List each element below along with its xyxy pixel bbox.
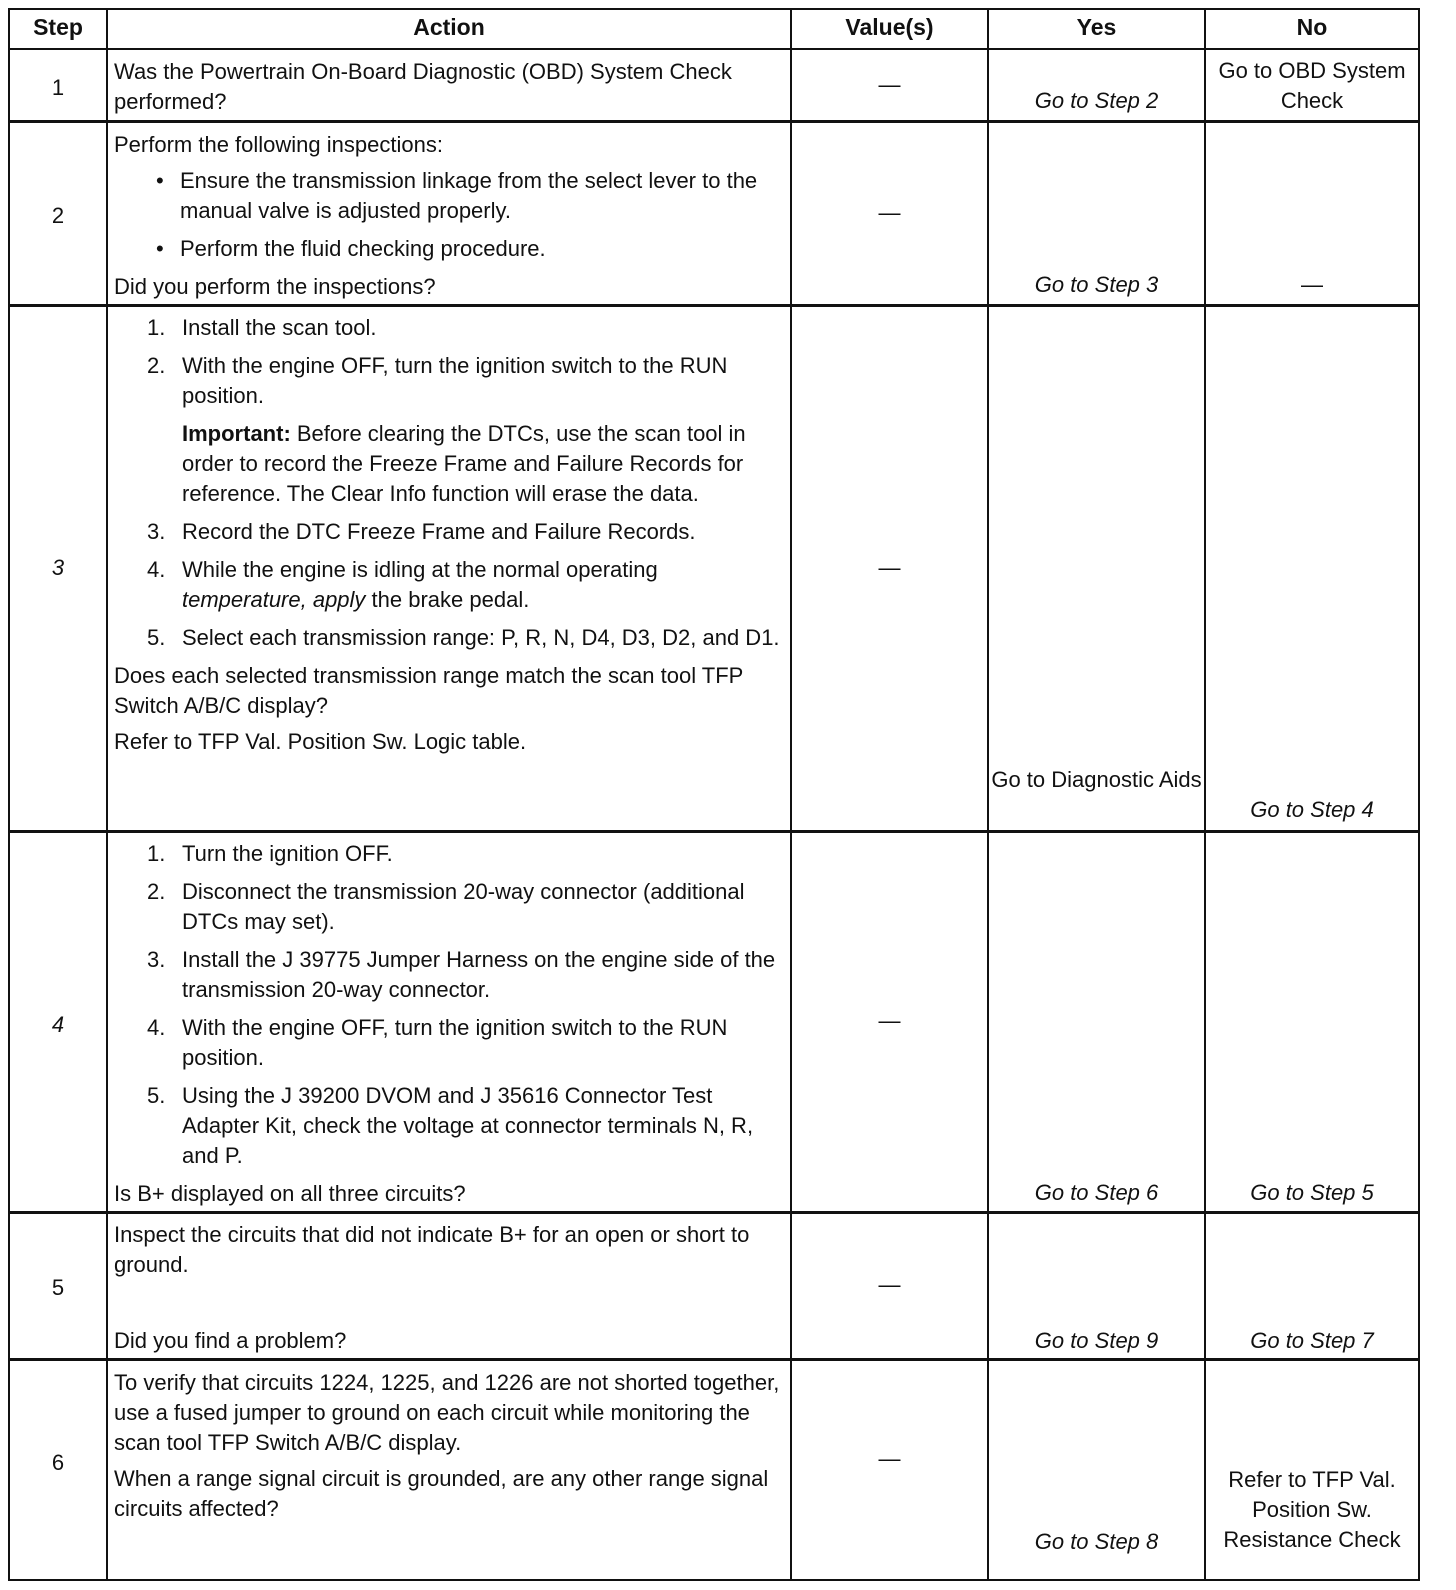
list-text: Disconnect the transmission 20-way connector (additional DTCs may set). <box>182 879 745 934</box>
list-number: 5. <box>147 1083 166 1108</box>
action-text <box>114 313 788 757</box>
value-cell: — <box>878 72 901 97</box>
list-number: 3. <box>147 519 166 544</box>
list-number: 1. <box>147 841 166 866</box>
bullet-item: • Perform the fluid checking procedure. <box>114 234 788 264</box>
list-text: Turn the ignition OFF. <box>182 841 393 866</box>
list-number: 5. <box>147 625 166 650</box>
action-intro: Perform the following inspections: <box>114 132 443 157</box>
list-item <box>114 945 788 1005</box>
list-number: 2. <box>147 879 166 904</box>
no-answer: Go to OBD System Check <box>1218 58 1406 113</box>
step-number: 5 <box>51 1275 65 1300</box>
action-question: Did you perform the inspections? <box>114 274 436 299</box>
step-number: 6 <box>51 1450 65 1475</box>
action-text <box>114 1368 788 1524</box>
header-no: No <box>1296 14 1328 40</box>
action-description: To verify that circuits 1224, 1225, and 1226 are not shorted together, use a fused jumper to ground on each circuit while monitoring the scan tool TFP Switch A/B/C display. <box>114 1370 780 1455</box>
list-item <box>114 1013 788 1073</box>
value-cell: — <box>878 200 901 225</box>
action-description: Inspect the circuits that did not indicate B+ for an open or short to ground. <box>114 1222 750 1277</box>
list-item <box>114 313 788 343</box>
step-number: 2 <box>51 203 65 228</box>
value-cell: — <box>878 555 901 580</box>
list-text: Install the scan tool. <box>182 315 377 340</box>
row-divider <box>10 1211 1418 1214</box>
yes-answer: Go to Step 3 <box>1034 272 1159 297</box>
list-number: 3. <box>147 947 166 972</box>
list-item <box>114 1081 788 1171</box>
header-step: Step <box>33 14 83 40</box>
action-text <box>114 57 786 117</box>
no-answer: Go to Step 4 <box>1250 797 1374 822</box>
action-question: Was the Powertrain On-Board Diagnostic (OBD) System Check performed? <box>114 59 732 114</box>
list-item <box>114 517 788 547</box>
note-text: Before clearing the DTCs, use the scan tool in order to record the Freeze Frame and Failure Records for reference. The Clear Info function will erase the data. <box>182 421 746 506</box>
list-number: 2. <box>147 353 166 378</box>
list-text: Using the J 39200 DVOM and J 35616 Connector Test Adapter Kit, check the voltage at connector terminals N, R, and P. <box>182 1083 754 1168</box>
list-item <box>114 351 788 411</box>
action-text <box>114 1220 788 1356</box>
list-item <box>114 555 788 615</box>
list-number: 4. <box>147 557 166 582</box>
yes-answer: Go to Step 2 <box>1034 88 1159 113</box>
action-question: Did you find a problem? <box>114 1328 347 1353</box>
row-divider <box>10 304 1418 307</box>
list-number: 1. <box>147 315 166 340</box>
important-note <box>114 419 788 509</box>
header-action: Action <box>413 14 485 40</box>
step-number: 4 <box>51 1012 65 1037</box>
row-divider <box>10 120 1418 123</box>
yes-answer: Go to Step 8 <box>1034 1529 1159 1554</box>
action-text <box>114 130 788 302</box>
header-values: Value(s) <box>845 14 934 40</box>
row-divider <box>10 830 1418 833</box>
no-answer: Go to Step 7 <box>1250 1328 1374 1353</box>
list-text: the brake pedal. <box>365 587 530 612</box>
list-text-emphasis: temperature, apply <box>182 587 366 612</box>
list-text: Install the J 39775 Jumper Harness on the engine side of the transmission 20-way connector. <box>182 947 776 1002</box>
step-number: 3 <box>51 555 65 580</box>
numbered-list <box>114 313 788 411</box>
action-question: Is B+ displayed on all three circuits? <box>114 1181 466 1206</box>
list-text: Select each transmission range: P, R, N, D4, D3, D2, and D1. <box>182 625 780 650</box>
numbered-list <box>114 517 788 653</box>
action-text <box>114 839 788 1209</box>
column-divider <box>106 10 108 1579</box>
value-cell: — <box>878 1272 901 1297</box>
list-item <box>114 877 788 937</box>
yes-answer: Go to Diagnostic Aids <box>991 767 1202 792</box>
value-cell: — <box>878 1008 901 1033</box>
no-answer: — <box>1301 272 1323 297</box>
list-item <box>114 623 788 653</box>
list-text: Record the DTC Freeze Frame and Failure Records. <box>182 519 696 544</box>
note-label: Important: <box>182 421 291 446</box>
list-text: While the engine is idling at the normal operating <box>182 557 658 582</box>
action-question: Does each selected transmission range match the scan tool TFP Switch A/B/C display? <box>114 663 743 718</box>
yes-answer: Go to Step 6 <box>1034 1180 1159 1205</box>
row-divider <box>10 1358 1418 1361</box>
value-cell: — <box>878 1446 901 1471</box>
list-text: With the engine OFF, turn the ignition switch to the RUN position. <box>182 1015 728 1070</box>
column-divider <box>790 10 792 1579</box>
row-divider <box>10 48 1418 50</box>
yes-answer: Go to Step 9 <box>1034 1328 1159 1353</box>
bullet-list <box>114 166 788 264</box>
bullet-item: • Ensure the transmission linkage from the select lever to the manual valve is adjusted properly. <box>114 166 788 226</box>
action-question: When a range signal circuit is grounded, are any other range signal circuits affected? <box>114 1466 769 1521</box>
action-reference: Refer to TFP Val. Position Sw. Logic table. <box>114 729 527 754</box>
header-yes: Yes <box>1076 14 1117 40</box>
no-answer: Refer to TFP Val. Position Sw. Resistance Check <box>1223 1467 1401 1552</box>
list-item <box>114 839 788 869</box>
list-text: With the engine OFF, turn the ignition switch to the RUN position. <box>182 353 728 408</box>
diagnostic-table <box>8 8 1420 1581</box>
list-number: 4. <box>147 1015 166 1040</box>
numbered-list <box>114 839 788 1171</box>
step-number: 1 <box>51 75 65 100</box>
no-answer: Go to Step 5 <box>1250 1180 1374 1205</box>
